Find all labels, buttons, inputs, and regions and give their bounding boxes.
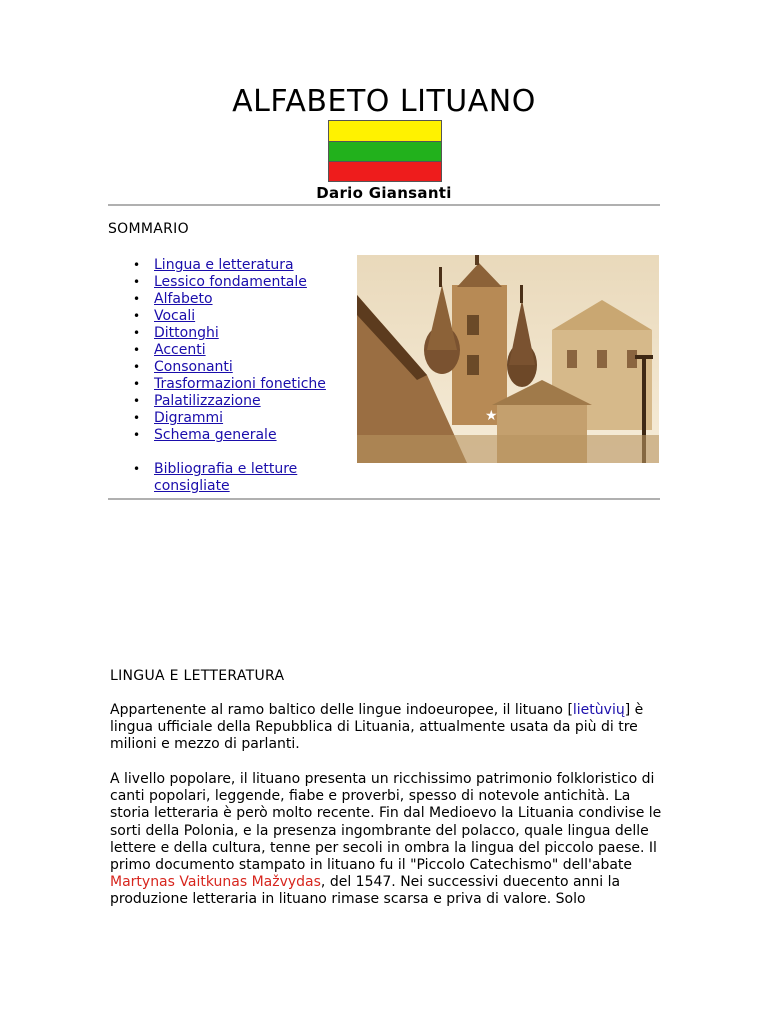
toc-item xyxy=(108,342,353,359)
history-text-start: A livello popolare, il lituano presenta un ricchissimo patrimonio folkloristico di canti popolari, leggende, fiabe e proverbi, spesso di notevole antichità. La storia letteraria è però molto recente. Fin dal Medioevo la Lituania condivise le sorti della Polonia, e la presenza ingombrante del polacco, quale lingua delle lettere e della cultura, tenne per secoli in ombra la lingua del piccolo paese. Il primo documento stampato in lituano fu il "Piccolo Catechismo" dell'abate xyxy=(110,771,662,874)
section-heading: LINGUA E LETTERATURA xyxy=(110,668,285,684)
intro-text-end: ] è lingua ufficiale della Repubblica di Lituania, attualmente usata da più di tre milioni e mezzo di parlanti. xyxy=(110,702,644,753)
history-paragraph xyxy=(110,771,670,909)
intro-paragraph xyxy=(110,702,670,754)
toc-link-lessico[interactable]: Lessico fondamentale xyxy=(154,274,307,290)
toc-item xyxy=(108,308,353,325)
toc-item xyxy=(108,410,353,427)
intro-text-start: Appartenente al ramo baltico delle lingue indoeuropee, il lituano [ xyxy=(110,702,573,718)
toc-item xyxy=(108,291,353,308)
toc-item xyxy=(108,427,353,444)
toc-link-accenti[interactable]: Accenti xyxy=(154,342,206,358)
toc-link-palatilizzazione[interactable]: Palatilizzazione xyxy=(154,393,261,409)
toc-item xyxy=(108,325,353,342)
author-name-highlight: Martynas Vaitkunas Mažvydas xyxy=(110,874,321,891)
divider-bottom xyxy=(108,498,660,500)
toc-item xyxy=(108,257,353,274)
toc-link-vocali[interactable]: Vocali xyxy=(154,308,196,324)
toc-list xyxy=(108,257,353,495)
history-text-end: , del 1547. Nei successivi duecento anni la produzione letteraria in lituano rimase scarsa e priva di valore. Solo xyxy=(110,874,621,908)
toc-item xyxy=(108,461,353,495)
lithuanian-term: lietùvių xyxy=(572,702,625,718)
toc-item xyxy=(108,393,353,410)
toc-link-trasformazioni[interactable]: Trasformazioni fonetiche xyxy=(154,376,326,392)
toc-heading: SOMMARIO xyxy=(108,221,189,237)
toc-link-lingua[interactable]: Lingua e letteratura xyxy=(154,257,294,273)
divider-top xyxy=(108,204,660,206)
vilnius-churches-photo xyxy=(357,255,659,463)
toc-item xyxy=(108,274,353,291)
flag-band-yellow xyxy=(329,121,441,141)
toc-link-consonanti[interactable]: Consonanti xyxy=(154,359,233,375)
toc-item xyxy=(108,376,353,393)
toc-link-bibliografia[interactable]: Bibliografia e letture consigliate xyxy=(154,461,298,494)
flag-band-green xyxy=(329,141,441,161)
author-name: Dario Giansanti xyxy=(316,184,452,202)
svg-text:★: ★ xyxy=(485,408,498,424)
toc-item xyxy=(108,359,353,376)
toc-link-alfabeto[interactable]: Alfabeto xyxy=(154,291,213,307)
toc-link-dittonghi[interactable]: Dittonghi xyxy=(154,325,219,341)
toc-link-schema[interactable]: Schema generale xyxy=(154,427,277,443)
flag-band-red xyxy=(329,161,441,181)
lithuanian-flag xyxy=(328,120,442,182)
toc-link-digrammi[interactable]: Digrammi xyxy=(154,410,224,426)
page-title: ALFABETO LITUANO xyxy=(232,84,536,119)
